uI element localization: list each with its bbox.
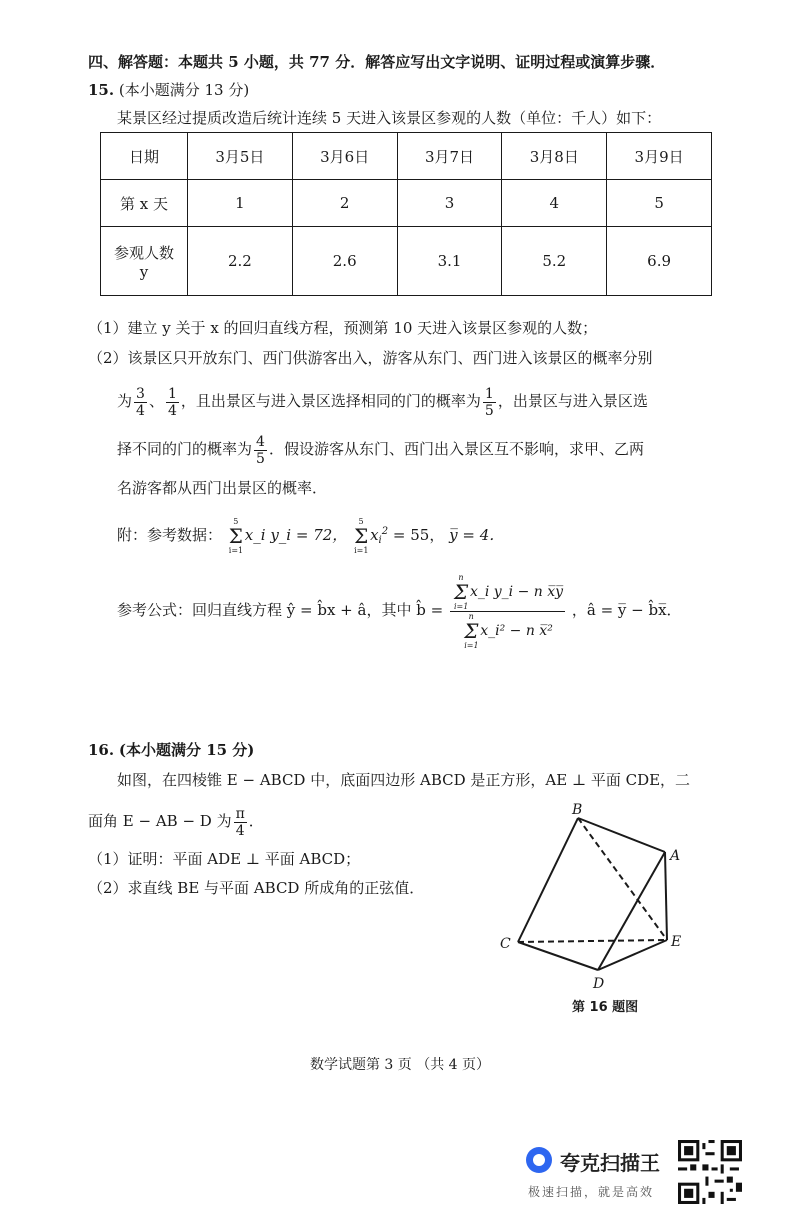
q16-line1: 如图，在四棱锥 E − ABCD 中，底面四边形 ABCD 是正方形，AE ⊥ 平面 CDE，二: [117, 771, 691, 789]
scanner-watermark: [526, 1145, 676, 1205]
table-cell: 2.2: [188, 227, 293, 296]
ref-formula-tail: ，â = y̅ − b̂x̅．: [571, 601, 682, 619]
text-run: ，且出景区与进入景区选择相同的门的概率为: [180, 392, 481, 410]
table-cell: 4: [502, 180, 607, 227]
q15-header: [88, 80, 249, 100]
denominator: n Σ i=1 x_i² − n x̅²: [464, 611, 553, 650]
section-header: 四、解答题：本题共 5 小题，共 77 分．解答应写出文字说明、证明过程或演算步骤．: [88, 53, 666, 71]
numerator: 1: [484, 385, 494, 402]
q15-part2-line2: [117, 378, 648, 424]
vertex-label-e: E: [671, 934, 682, 950]
table-cell: 3.1: [397, 227, 502, 296]
table-cell: 1: [188, 180, 293, 227]
numerator: 1: [167, 385, 177, 402]
fraction-pi-4: [234, 806, 247, 839]
row-label-date: 日期: [101, 133, 188, 180]
edge-ad: [598, 852, 665, 970]
q15-part2-line4: 名游客都从西门出景区的概率．: [117, 479, 328, 497]
pyramid-figure: [490, 800, 700, 1020]
sum-symbol: 5 Σ i=1: [354, 517, 369, 555]
q16-part2: （2）求直线 BE 与平面 ABCD 所成角的正弦值．: [88, 879, 425, 897]
denominator: 4: [136, 402, 145, 419]
formula-denominator: x_i² − n x̅²: [480, 622, 553, 639]
scanner-tagline: 极速扫描，就是高效: [528, 1185, 655, 1199]
table-cell: 3月6日: [292, 133, 397, 180]
table-cell: 3月8日: [502, 133, 607, 180]
ref-data-sum-x2: = 55，: [392, 526, 445, 544]
text-run: 择不同的门的概率为: [117, 440, 253, 458]
fraction-1-4: [166, 386, 179, 419]
q16-line2: [88, 798, 264, 844]
q16-header: [88, 740, 254, 760]
text-run: 为: [117, 392, 133, 410]
text-run: ．假设游客从东门、西门出入景区互不影响，求甲、乙两: [268, 440, 644, 458]
figure-caption: 第 16 题图: [572, 1000, 639, 1015]
numerator: π: [235, 805, 245, 822]
qr-code-icon: [678, 1140, 742, 1204]
fraction-3-4: [134, 386, 147, 419]
scanner-logo-icon: [526, 1147, 552, 1173]
ref-formula-label: 参考公式：回归直线方程 ŷ = b̂x + â，其中 b̂ =: [117, 601, 444, 619]
edge-bc: [518, 818, 578, 942]
table-cell: 5: [607, 180, 712, 227]
denominator: 5: [484, 402, 494, 419]
table-row: [101, 227, 712, 296]
table-row: [101, 180, 712, 227]
table-cell: 2.6: [292, 227, 397, 296]
vertex-label-c: C: [500, 936, 511, 952]
text-run: ．: [248, 812, 264, 830]
denominator: 4: [235, 822, 245, 839]
text-run: 面角 E − AB − D 为: [88, 812, 232, 830]
vertex-label-d: D: [593, 976, 605, 992]
vertex-label-a: A: [670, 848, 681, 864]
table-cell: 6.9: [607, 227, 712, 296]
numerator: 3: [136, 385, 145, 402]
ref-data-ybar: y̅ = 4．: [449, 526, 505, 544]
q15-ref-formula: [117, 570, 682, 650]
vertex-label-b: B: [572, 802, 583, 818]
edge-cd: [518, 942, 598, 970]
edge-ce-hidden: [518, 940, 667, 942]
fraction-4-5: [254, 434, 267, 467]
q15-part2-line1: （2）该景区只开放东门、西门供游客出入，游客从东门、西门进入该景区的概率分别: [88, 349, 653, 367]
edge-ae: [665, 852, 667, 940]
row-label-day: 第 x 天: [101, 180, 188, 227]
fraction-1-5: [483, 386, 496, 419]
table-row: [101, 133, 712, 180]
text-run: ，出景区与进入景区选: [497, 392, 648, 410]
page-footer: 数学试题第 3 页 （共 4 页）: [309, 1057, 491, 1073]
sum-symbol: 5 Σ i=1: [228, 517, 244, 555]
edge-de: [598, 940, 667, 970]
q15-part2-line3: [117, 426, 644, 472]
table-cell: 3月9日: [607, 133, 712, 180]
table-cell: 3月7日: [397, 133, 502, 180]
q15-ref-data: 附：参考数据： 5 Σ i=1 x_i y_i = 72， 5 Σ i=1 $x_i^2 = 55$， y̅ = 4．: [117, 517, 505, 555]
q16-points: (本小题满分 15 分): [118, 741, 255, 759]
table-cell: 3月5日: [188, 133, 293, 180]
numerator: 4: [256, 433, 265, 450]
numerator: n Σ i=1 x_i y_i − n x̅y̅: [450, 573, 565, 612]
row-label-visitors: 参观人数 y: [101, 227, 188, 296]
q16-part1: （1）证明：平面 ADE ⊥ 平面 ABCD；: [88, 850, 361, 868]
table-cell: 5.2: [502, 227, 607, 296]
scanner-name: 夸克扫描王: [560, 1151, 660, 1175]
table-cell: 3: [397, 180, 502, 227]
denominator: 5: [256, 450, 265, 467]
q16-number: 16.: [88, 741, 115, 759]
q15-data-table: [100, 132, 712, 296]
table-cell: 2: [292, 180, 397, 227]
regression-fraction: [450, 573, 565, 650]
denominator: 4: [167, 402, 177, 419]
text-run: 、: [148, 392, 164, 410]
q15-intro: 某景区经过提质改造后统计连续 5 天进入该景区参观的人数（单位：千人）如下：: [117, 109, 662, 127]
ref-data-sum-xy: x_i y_i = 72，: [244, 526, 348, 544]
formula-numerator: x_i y_i − n x̅y̅: [469, 583, 564, 600]
q15-points: (本小题满分 13 分): [118, 81, 250, 99]
q15-part1: （1）建立 y 关于 x 的回归直线方程，预测第 10 天进入该景区参观的人数；: [88, 319, 598, 337]
ref-data-label: 附：参考数据：: [117, 526, 223, 544]
q15-number: 15.: [88, 81, 115, 99]
